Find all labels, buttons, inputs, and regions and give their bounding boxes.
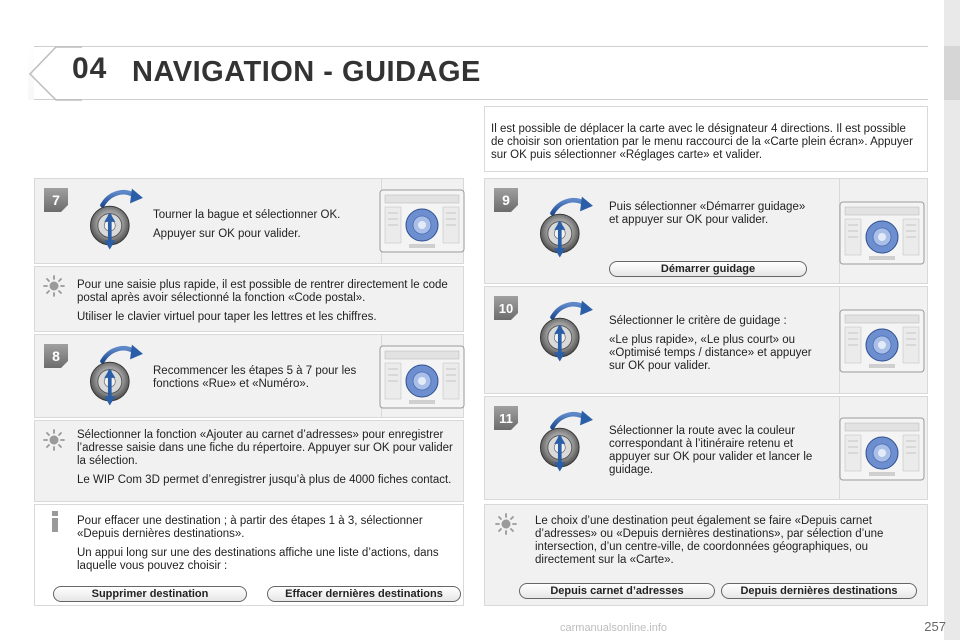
tip-sun-icon [43,429,65,451]
rotary-knob-icon [529,193,609,263]
svg-text:9: 9 [502,192,510,208]
delete-destination-button[interactable]: Supprimer destination [53,586,247,602]
tip-box-destination-choice [484,504,928,606]
svg-text:11: 11 [499,411,513,426]
head-unit-icon [379,189,465,253]
head-unit-icon [839,417,925,481]
tip-sun-icon [495,513,517,535]
step-7-box [34,178,464,264]
step-8-box [34,334,464,418]
intro-box [484,106,928,172]
step-badge [41,343,71,369]
tip-postcode-text: Pour une saisie plus rapide, il est possible de rentrer directement le code postal après avoir sélectionné la fonction «Code postal». Utiliser le clavier virtuel pour taper les lettres et les chiffres. [77,279,448,323]
head-unit-icon [379,345,465,409]
step-badge [41,187,71,213]
from-address-book-button[interactable]: Depuis carnet d’adresses [519,583,715,599]
step-badge [491,295,521,321]
page-edge-tab [944,46,960,100]
tip-box-postcode [34,266,464,332]
start-guidance-button[interactable]: Démarrer guidage [609,261,807,277]
step-9-box [484,178,928,284]
chapter-number: 04 [72,52,108,85]
step-8-text: Recommencer les étapes 5 à 7 pour les fonctions «Rue» et «Numéro». [153,365,357,390]
step-9-text: Puis sélectionner «Démarrer guidage» et appuyer sur OK pour valider. [609,201,806,226]
page-number: 257 [924,619,946,634]
tip-destination-choice-text: Le choix d’une destination peut également se faire «Depuis carnet d’adresses» ou «Depuis dernières destinations», par sélection d’une intersection, d’un centre-ville, de coordonnées géographiques, ou directement sur la «Carte». [535,515,884,566]
svg-text:7: 7 [52,192,60,208]
tip-sun-icon [43,275,65,297]
rotary-knob-icon [79,185,159,255]
step-11-text: Sélectionner la route avec la couleur correspondant à l’itinéraire retenu et appuyer sur OK pour valider et lancer le guidage. [609,425,813,476]
step-badge [491,187,521,213]
intro-text: Il est possible de déplacer la carte avec le désignateur 4 directions. Il est possible de choisir son orientation par le menu raccourci de la «Carte plein écran». Appuyer sur OK puis sélectionner «Réglages carte» et valider. [491,123,913,161]
rotary-knob-icon [79,341,159,411]
tip-box-address-book [34,420,464,502]
svg-text:8: 8 [52,348,60,364]
info-box-delete-destination [34,504,464,606]
rotary-knob-icon [529,297,609,367]
clear-last-destinations-button[interactable]: Effacer dernières destinations [267,586,461,602]
step-badge [491,405,521,431]
info-icon [45,511,67,533]
head-unit-icon [839,309,925,373]
from-last-destinations-button[interactable]: Depuis dernières destinations [721,583,917,599]
step-7-text: Tourner la bague et sélectionner OK. Appuyer sur OK pour valider. [153,209,341,240]
step-10-text: Sélectionner le critère de guidage : «Le plus rapide», «Le plus court» ou «Optimisé temps / distance» et appuyer sur OK pour valider. [609,315,812,372]
rotary-knob-icon [529,407,609,477]
tip-address-book-text: Sélectionner la fonction «Ajouter au carnet d’adresses» pour enregistrer l’adresse saisie dans une fiche du répertoire. Appuyer sur OK pour valider la sélection. Le WIP Com 3D permet d’enregistrer jusqu’à plus de 4000 fiches contact. [77,429,453,486]
page-title: NAVIGATION - GUIDAGE [132,56,481,88]
info-delete-text: Pour effacer une destination ; à partir des étapes 1 à 3, sélectionner «Depuis dernières destinations». Un appui long sur une des destinations affiche une liste d’actions, dans laquelle vous pouvez choisir : [77,515,439,572]
watermark: carmanualsonline.info [560,622,668,634]
head-unit-icon [839,201,925,265]
step-10-box [484,286,928,394]
step-11-box [484,396,928,500]
svg-text:10: 10 [498,301,514,316]
